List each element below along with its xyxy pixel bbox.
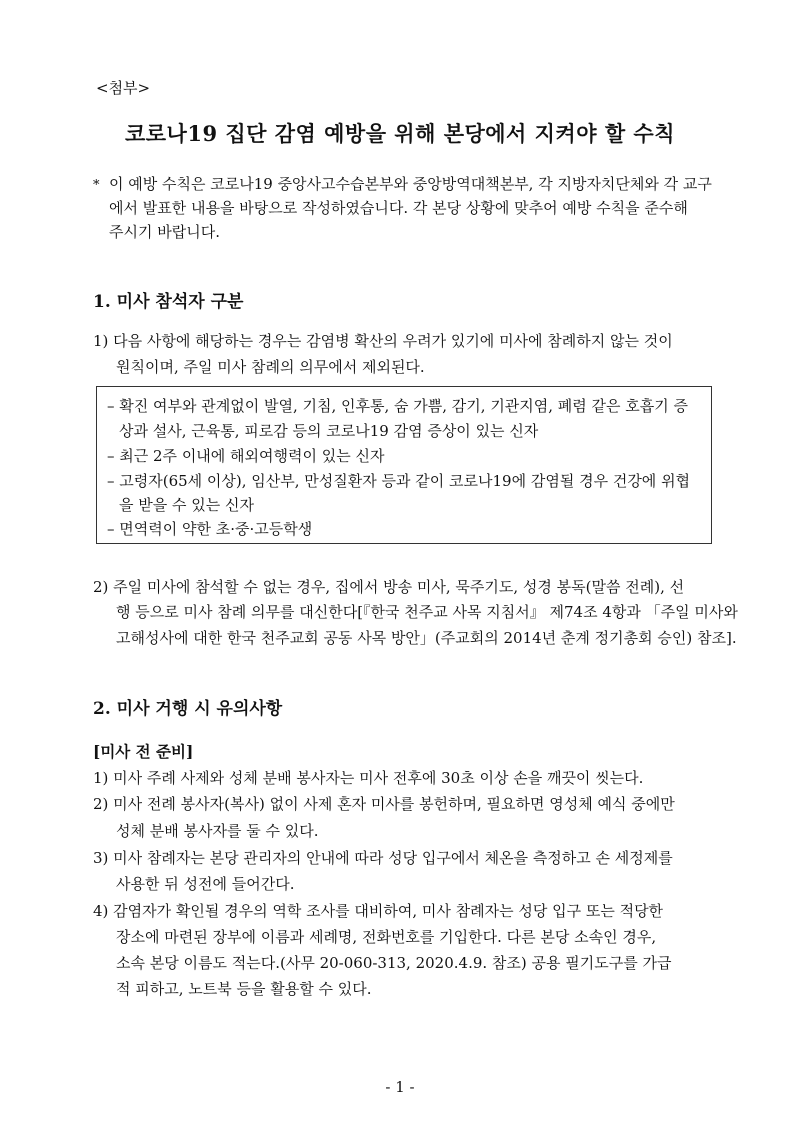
section2-line: 3) 미사 참례자는 본당 관리자의 안내에 따라 성당 입구에서 체온을 측정하고 손 세정제를: [93, 849, 673, 867]
box-line: 상과 설사, 근육통, 피로감 등의 코로나19 감염 증상이 있는 신자: [119, 422, 539, 440]
section2-line: 사용한 뒤 성전에 들어간다.: [116, 875, 295, 893]
exclusion-criteria-box: [96, 386, 712, 544]
box-line: – 최근 2주 이내에 해외여행력이 있는 신자: [107, 447, 385, 465]
section-heading-1: 1. 미사 참석자 구분: [93, 292, 244, 312]
note-line: 이 예방 수칙은 코로나19 중앙사고수습본부와 중앙방역대책본부, 각 지방자치단체와 각 교구: [109, 175, 712, 193]
section2-line: 적 피하고, 노트북 등을 활용할 수 있다.: [116, 980, 372, 998]
note-line: 주시기 바랍니다.: [109, 223, 220, 241]
section-heading-2: 2. 미사 거행 시 유의사항: [93, 699, 283, 719]
note-asterisk: *: [93, 178, 100, 193]
section2-line: 1) 미사 주례 사제와 성체 분배 봉사자는 미사 전후에 30초 이상 손을 깨끗이 씻는다.: [93, 769, 644, 787]
section1-item2-line: 행 등으로 미사 참례 의무를 대신한다[『한국 천주교 사목 지침서』 제74조 4항과 「주일 미사와: [116, 603, 738, 621]
section1-item1-line: 1) 다음 사항에 해당하는 경우는 감염병 확산의 우려가 있기에 미사에 참례하지 않는 것이: [93, 332, 673, 350]
page-number: - 1 -: [385, 1078, 415, 1096]
section2-line: 장소에 마련된 장부에 이름과 세례명, 전화번호를 기입한다. 다른 본당 소속인 경우,: [116, 928, 657, 946]
box-line: – 고령자(65세 이상), 임산부, 만성질환자 등과 같이 코로나19에 감염될 경우 건강에 위협: [107, 472, 691, 490]
section2-line: 성체 분배 봉사자를 둘 수 있다.: [116, 822, 319, 840]
subsection-heading: [미사 전 준비]: [93, 742, 194, 761]
attachment-label: <첨부>: [96, 79, 151, 97]
section1-item1-line: 원칙이며, 주일 미사 참례의 의무에서 제외된다.: [116, 358, 425, 376]
section1-item2-line: 고해성사에 대한 한국 천주교회 공동 사목 방안」(주교회의 2014년 춘계 정기총회 승인) 참조].: [116, 629, 737, 647]
section2-line: 4) 감염자가 확인될 경우의 역학 조사를 대비하여, 미사 참례자는 성당 입구 또는 적당한: [93, 902, 664, 920]
document-title: 코로나19 집단 감염 예방을 위해 본당에서 지켜야 할 수칙: [124, 121, 675, 146]
section2-line: 2) 미사 전례 봉사자(복사) 없이 사제 혼자 미사를 봉헌하며, 필요하면 영성체 예식 중에만: [93, 795, 675, 813]
box-line: – 확진 여부와 관계없이 발열, 기침, 인후통, 숨 가쁨, 감기, 기관지염, 폐렴 같은 호흡기 증: [107, 397, 689, 415]
box-line: 을 받을 수 있는 신자: [119, 496, 254, 514]
box-line: – 면역력이 약한 초·중·고등학생: [107, 520, 313, 538]
note-line: 에서 발표한 내용을 바탕으로 작성하였습니다. 각 본당 상황에 맞추어 예방 수칙을 준수해: [109, 199, 688, 217]
section2-line: 소속 본당 이름도 적는다.(사무 20-060-313, 2020.4.9. 참조) 공용 필기도구를 가급: [116, 954, 672, 972]
section1-item2-line: 2) 주일 미사에 참석할 수 없는 경우, 집에서 방송 미사, 묵주기도, 성경 봉독(말씀 전례), 선: [93, 578, 685, 596]
